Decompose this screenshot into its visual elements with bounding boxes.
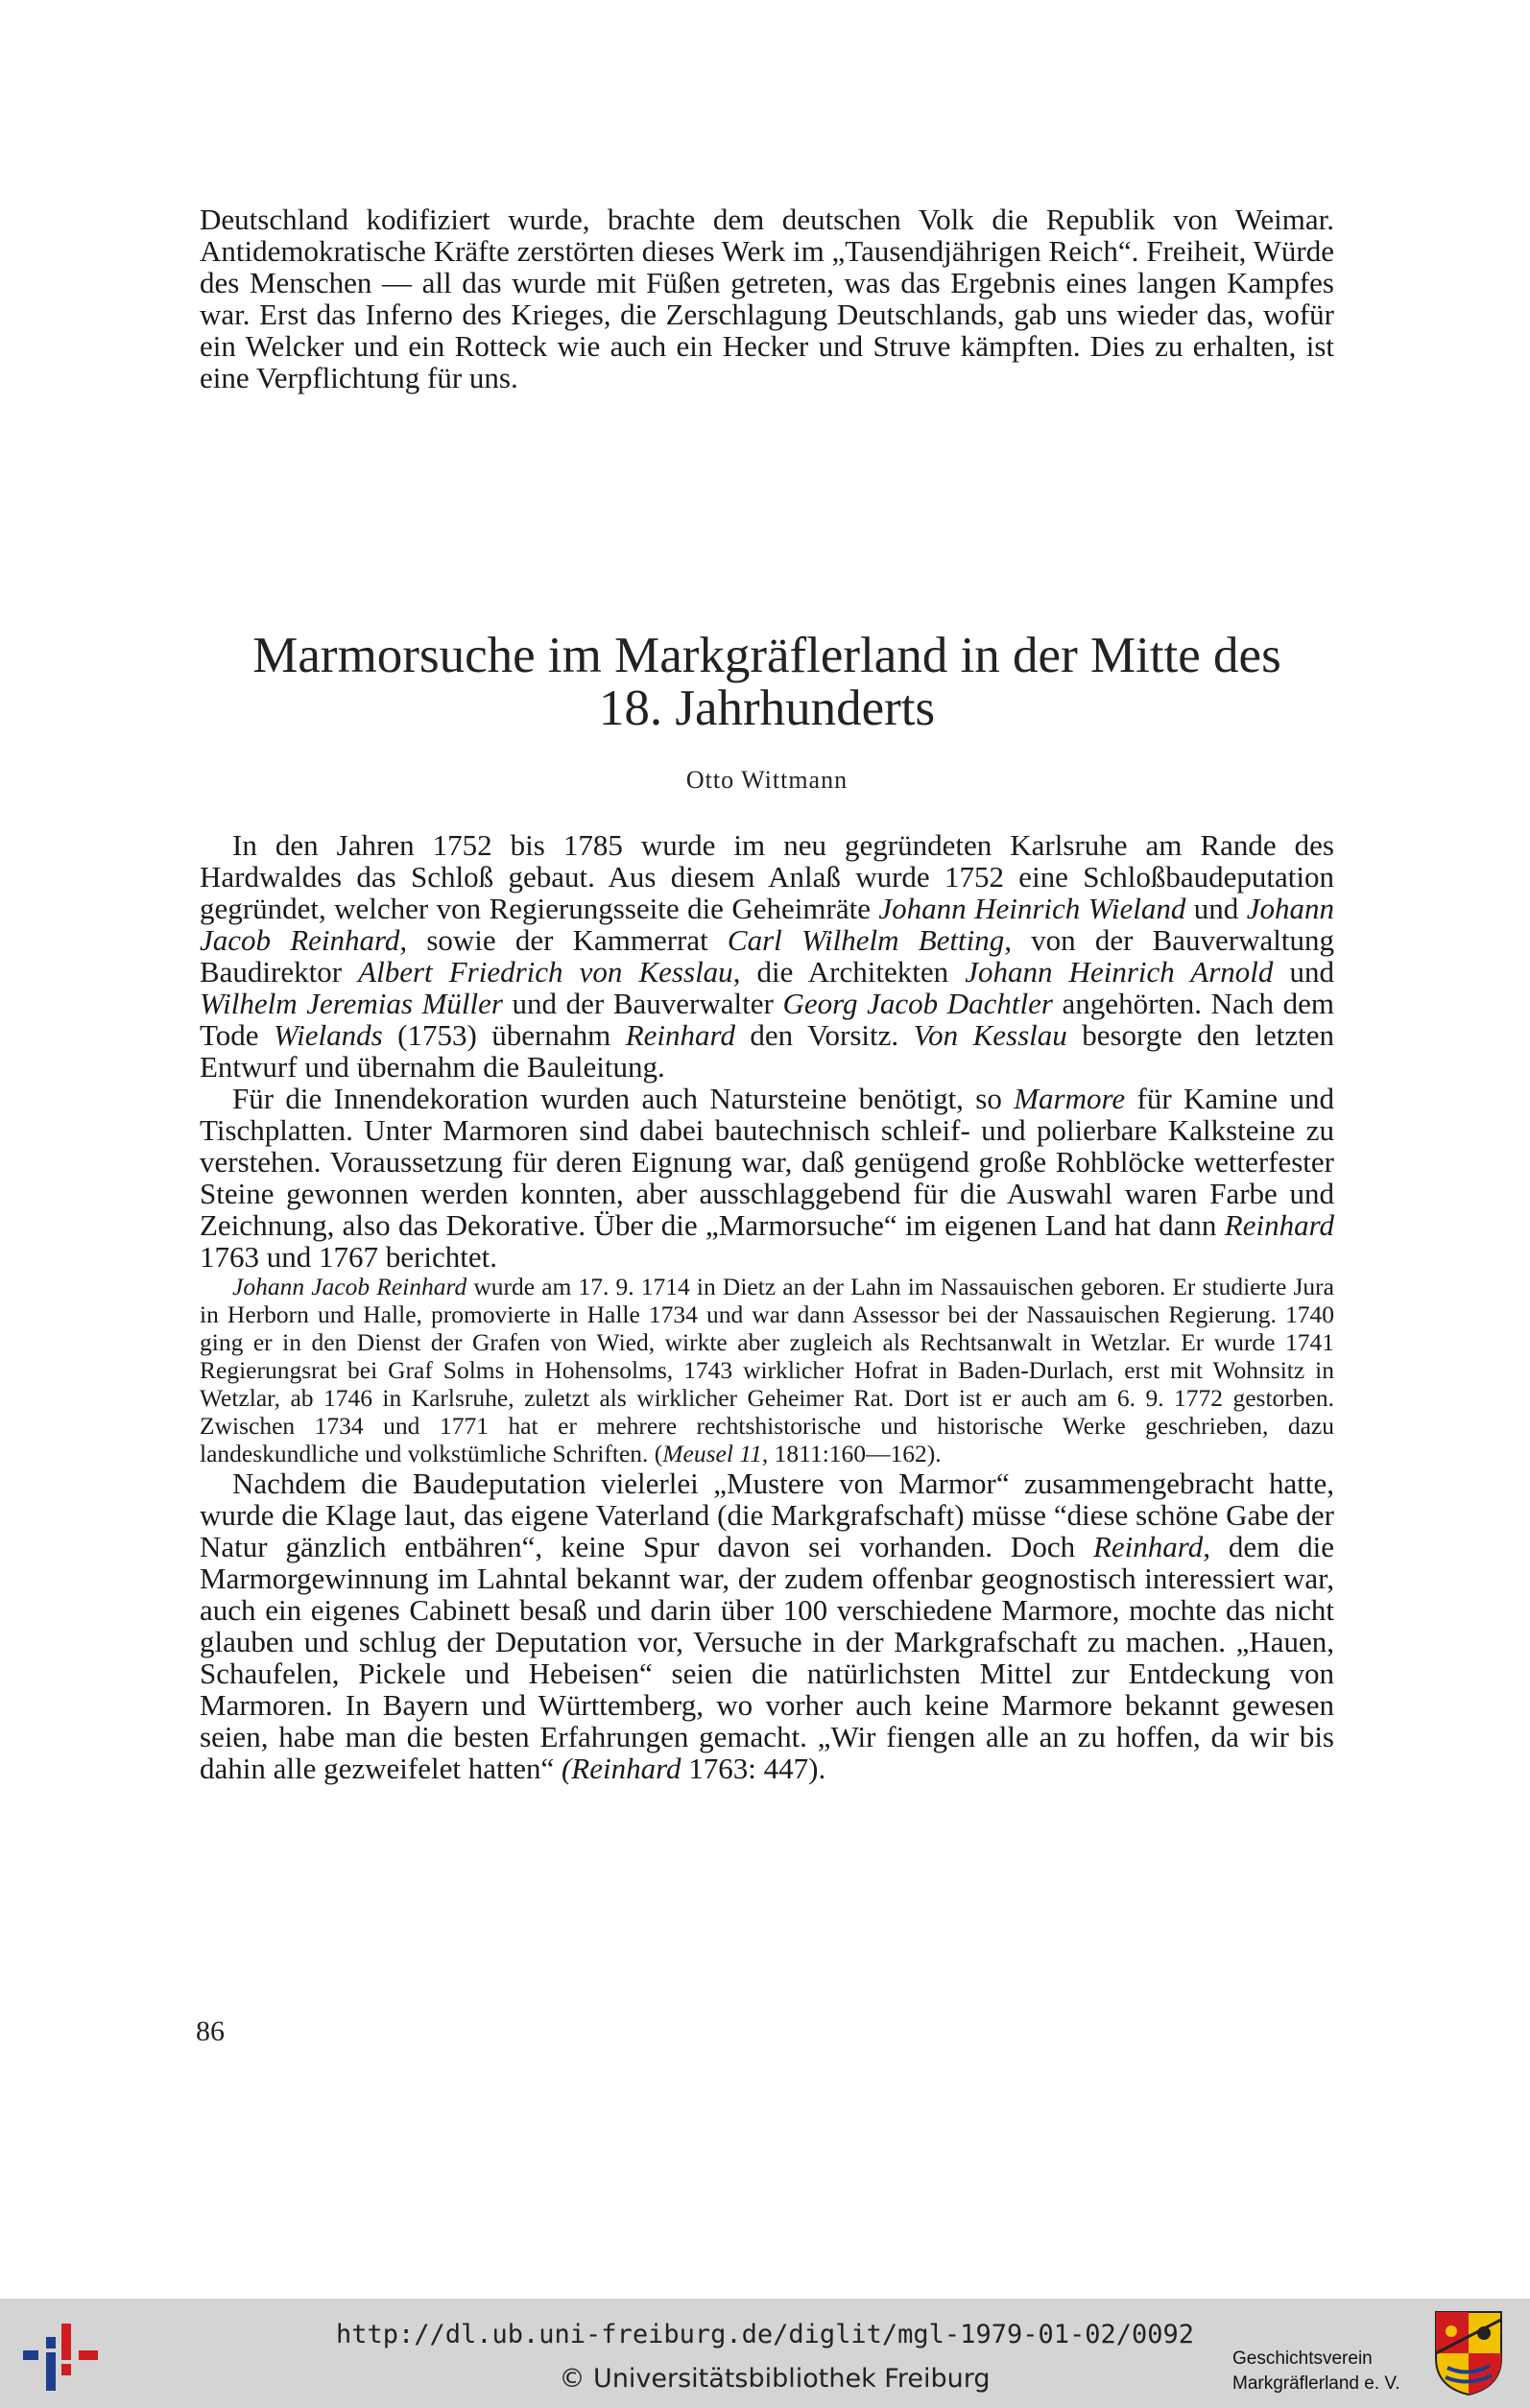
title-line-1: Marmorsuche im Markgräflerland in der Mitte des <box>252 628 1281 683</box>
paragraph-2: Für die Innendekoration wurden auch Natursteine benötigt, so Marmore für Kamine und Tischplatten. Unter Marmoren sind dabei bautechnisch schleif- und polierbare Kalksteine zu verstehen. Voraussetzung für deren Eignung war, daß genügend große Rohblöcke wetterfester Steine gewonnen werden konnten, aber ausschlaggebend für die Auswahl waren Farbe und Zeichnung, also das Dekorative. Über die „Marmorsuche“ im eigenen Land hat dann Reinhard 1763 und 1767 berichtet. <box>200 1082 1334 1274</box>
paragraph-1: In den Jahren 1752 bis 1785 wurde im neu gegründeten Karlsruhe am Rande des Hardwaldes das Schloß gebaut. Aus diesem Anlaß wurde 1752 eine Schloßbaudeputation gegründet, welcher von Regierungsseite die Geheimräte Johann Heinrich Wieland und Johann Jacob Reinhard, sowie der Kammerrat Carl Wilhelm Betting, von der Bauverwaltung Baudirektor Albert Friedrich von Kesslau, die Architekten Johann Heinrich Arnold und Wilhelm Jeremias Müller und der Bauverwalter Georg Jacob Dachtler angehörten. Nach dem Tode Wielands (1753) übernahm Reinhard den Vorsitz. Von Kesslau besorgte den letzten Entwurf und übernahm die Bauleitung. <box>200 828 1335 1084</box>
article-body <box>200 829 1334 1784</box>
title-line-2: 18. Jahrhunderts <box>598 680 936 736</box>
society-line-2: Markgräflerland e. V. <box>1232 2373 1400 2394</box>
copyright-text: © Universitätsbibliothek Freiburg <box>559 2364 991 2394</box>
coat-of-arms-icon <box>1434 2310 1503 2396</box>
page-number: 86 <box>196 2015 225 2047</box>
intro-paragraph: Deutschland kodifiziert wurde, brachte dem deutschen Volk die Republik von Weimar. Antidemokratische Kräfte zerstörten dieses Werk im „Tausendjährigen Reich“. Freiheit, Würde des Menschen — all das wurde mit Füßen getreten, was das Ergebnis eines langen Kampfes war. Erst das Inferno des Krieges, die Zerschlagung Deutschlands, gab uns wieder das, wofür ein Welcker und ein Rotteck wie auch ein Hecker und Struve kämpften. Dies zu erhalten, ist eine Verpflichtung für uns. <box>200 203 1334 394</box>
article-author: Otto Wittmann <box>685 766 849 794</box>
society-line-1: Geschichtsverein <box>1232 2348 1373 2369</box>
biographical-note: Johann Jacob Reinhard wurde am 17. 9. 1714 in Dietz an der Lahn im Nassauischen geboren. Er studierte Jura in Herborn und Halle, promovierte in Halle 1734 und war dann Assessor bei der Nassauischen Regierung. 1740 ging er in den Dienst der Grafen von Wied, wirkte aber zugleich als Rechtsanwalt in Wetzlar. Er wurde 1741 Regierungsrat bei Graf Solms in Hohensolms, 1743 wirklicher Hofrat in Baden-Durlach, erst mit Wohnsitz in Wetzlar, ab 1746 in Karlsruhe, zuletzt als wirklicher Geheimer Rat. Dort ist er auch am 6. 9. 1772 gestorben. Zwischen 1734 und 1771 hat er mehrere rechtshistorische und historische Werke geschrieben, dazu landeskundliche und volkstümliche Schriften. (Meusel 11, 1811:160—162). <box>200 1273 1334 1467</box>
paragraph-3: Nachdem die Baudeputation vielerlei „Mustere von Marmor“ zusammengebracht hatte, wurde die Klage laut, das eigene Vaterland (die Markgrafschaft) müsse “diese schöne Gabe der Natur gänzlich entbähren“, keine Spur davon sei vorhanden. Doch Reinhard, dem die Marmorgewinnung im Lahntal bekannt war, der zudem offenbar geognostisch interessiert war, auch ein eigenes Cabinett besaß und darin über 100 verschiedene Marmore, mochte das nicht glauben und schlug der Deputation vor, Versuche in der Markgrafschaft zu machen. „Hauen, Schaufelen, Pickele und Hebeisen“ seien die natürlichsten Mittel zur Entdeckung von Marmoren. In Bayern und Württemberg, wo vorher auch keine Marmore bekannt gewesen seien, habe man die besten Erfahrungen gemacht. „Wir fiengen alle an zu hoffen, da wir bis dahin alle gezweifelet hatten“ (Reinhard 1763: 447). <box>200 1466 1334 1785</box>
society-name <box>1232 2347 1405 2396</box>
article-title <box>200 630 1334 735</box>
intro-text <box>200 203 1334 393</box>
document-url-link[interactable]: http://dl.ub.uni-freiburg.de/diglit/mgl-1979-01-02/0092 <box>335 2320 1195 2349</box>
footer-bar <box>0 2299 1530 2408</box>
